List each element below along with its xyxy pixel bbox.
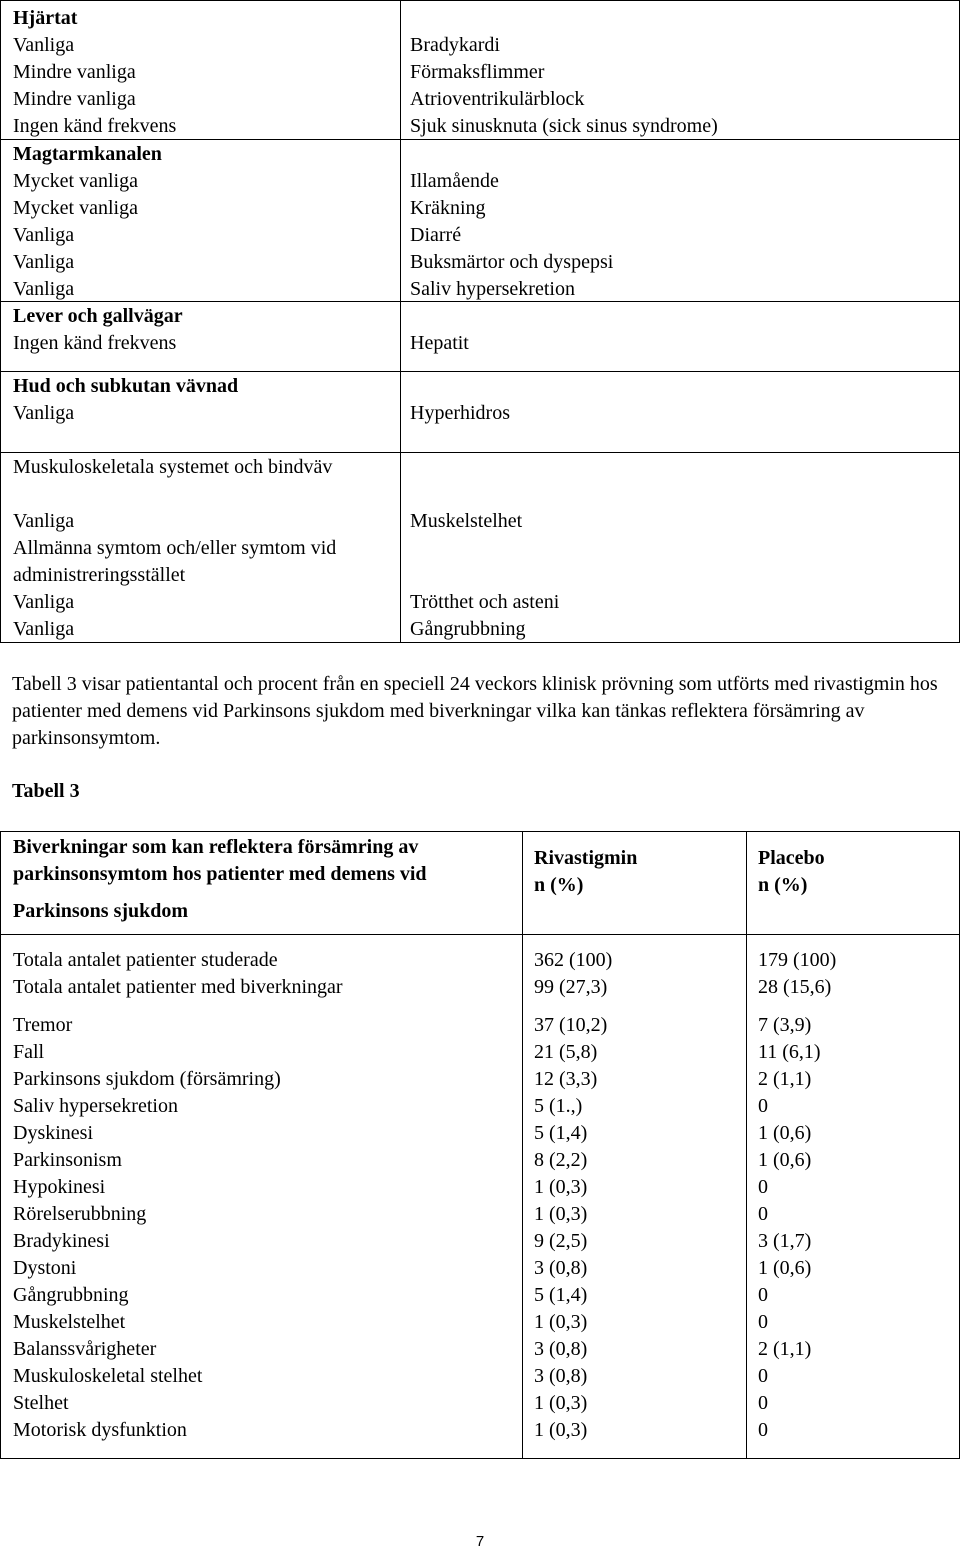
event-placebo-values — [758, 1012, 948, 1444]
reaction-label: Hepatit — [410, 332, 469, 354]
section-gi-reactions — [410, 168, 950, 357]
category-label: Lever och gallvägar — [13, 305, 183, 327]
frequency-label: Ingen känd frekvens — [13, 115, 177, 137]
section-musculoskeletal-frequencies — [13, 454, 393, 643]
frequency-label: Mindre vanliga — [13, 61, 136, 83]
totals-rivastigmin — [534, 947, 744, 1001]
table-row-label: Motorisk dysfunktion — [13, 1419, 187, 1441]
section-musculoskeletal-reactions — [410, 508, 950, 643]
table-cell: 21 (5,8) — [534, 1041, 598, 1063]
table-row-label: Muskuloskeletal stelhet — [13, 1365, 203, 1387]
table-cell: 5 (1,4) — [534, 1284, 588, 1306]
table-cell: 1 (0,3) — [534, 1176, 588, 1198]
header-text: Placebo — [758, 847, 825, 869]
table-row-label: Muskelstelhet — [13, 1311, 126, 1333]
reaction-label: Diarré — [410, 224, 462, 246]
table-cell: 1 (0,3) — [534, 1311, 588, 1333]
category-label: Hjärtat — [13, 7, 78, 29]
table-cell: 5 (1,4) — [534, 1122, 588, 1144]
table-cell: 0 — [758, 1365, 768, 1387]
frequency-label: Vanliga — [13, 224, 75, 246]
adverse-reactions-table — [0, 0, 960, 643]
column-divider — [746, 832, 747, 1458]
header-description — [13, 834, 513, 925]
table-cell: 12 (3,3) — [534, 1068, 598, 1090]
table-cell: 2 (1,1) — [758, 1068, 812, 1090]
table-row-label: Stelhet — [13, 1392, 69, 1414]
frequency-label: Vanliga — [13, 510, 75, 532]
table-title: Tabell 3 — [12, 780, 80, 802]
header-placebo — [758, 845, 948, 899]
header-text: parkinsonsymtom hos patienter med demens vid — [13, 863, 427, 885]
table-row-label: Dyskinesi — [13, 1122, 93, 1144]
totals-labels — [13, 947, 513, 1001]
table-cell: 362 (100) — [534, 949, 613, 971]
table-row-label: Tremor — [13, 1014, 73, 1036]
header-text: Parkinsons sjukdom — [13, 900, 189, 922]
frequency-label: Vanliga — [13, 591, 75, 613]
table-cell: 2 (1,1) — [758, 1338, 812, 1360]
reaction-label: Gångrubbning — [410, 618, 526, 640]
table-cell: 0 — [758, 1203, 768, 1225]
table-cell: 1 (0,6) — [758, 1149, 812, 1171]
table-cell: 11 (6,1) — [758, 1041, 821, 1063]
reaction-label: Atrioventrikulärblock — [410, 88, 585, 110]
intro-paragraph: Tabell 3 visar patientantal och procent från en speciell 24 veckors klinisk prövning som utförts med rivastigmin hos patienter med demens vid Parkinsons sjukdom med biverkningar vilka kan tänkas reflektera försämring av parkinsonsymtom. — [12, 673, 938, 749]
table-cell: 3 (0,8) — [534, 1365, 588, 1387]
table-cell: 1 (0,6) — [758, 1257, 812, 1279]
totals-placebo — [758, 947, 948, 1001]
table-cell: 5 (1.,) — [534, 1095, 583, 1117]
frequency-label: Vanliga — [13, 34, 75, 56]
table-cell: 1 (0,3) — [534, 1392, 588, 1414]
row-divider — [1, 452, 959, 453]
category-label: Hud och subkutan vävnad — [13, 375, 239, 397]
reaction-label: Hyperhidros — [410, 402, 510, 424]
reaction-label: Kräkning — [410, 197, 486, 219]
table-cell: 8 (2,2) — [534, 1149, 588, 1171]
table-cell: 0 — [758, 1095, 768, 1117]
row-divider — [1, 934, 959, 935]
table-row-label: Rörelserubbning — [13, 1203, 147, 1225]
frequency-label: Mindre vanliga — [13, 88, 136, 110]
section-skin-frequencies — [13, 373, 393, 427]
table-cell: 37 (10,2) — [534, 1014, 608, 1036]
category-label: Allmänna symtom och/eller symtom vid administreringsstället — [13, 537, 337, 586]
table-cell: 7 (3,9) — [758, 1014, 812, 1036]
table-row-label: Parkinsonism — [13, 1149, 122, 1171]
section-skin-reactions — [410, 400, 950, 427]
table-cell: 1 (0,3) — [534, 1419, 588, 1441]
table-row-label: Totala antalet patienter med biverkningar — [13, 976, 343, 998]
header-text: n (%) — [534, 874, 584, 896]
table-row-label: Hypokinesi — [13, 1176, 106, 1198]
category-label: Muskuloskeletala systemet och bindväv — [13, 456, 333, 478]
table-cell: 179 (100) — [758, 949, 837, 971]
row-divider — [1, 371, 959, 372]
reaction-label: Saliv hypersekretion — [410, 278, 575, 300]
table-cell: 3 (1,7) — [758, 1230, 812, 1252]
table-row-label: Fall — [13, 1041, 45, 1063]
header-text: n (%) — [758, 874, 808, 896]
reaction-label: Trötthet och asteni — [410, 591, 560, 613]
section-gi-frequencies — [13, 141, 393, 357]
column-divider — [522, 832, 523, 1458]
event-rivastigmin-values — [534, 1012, 744, 1444]
section-heart-reactions — [410, 32, 950, 140]
page-number: 7 — [475, 1533, 485, 1550]
table-cell: 0 — [758, 1419, 768, 1441]
table-cell: 1 (0,3) — [534, 1203, 588, 1225]
frequency-label: Vanliga — [13, 278, 75, 300]
column-divider — [400, 1, 401, 642]
reaction-label: Förmaksflimmer — [410, 61, 545, 83]
section-heart-frequencies — [13, 5, 393, 140]
table-cell: 0 — [758, 1176, 768, 1198]
category-label: Magtarmkanalen — [13, 143, 162, 165]
table-row-label: Saliv hypersekretion — [13, 1095, 178, 1117]
frequency-label: Ingen känd frekvens — [13, 332, 177, 354]
table-cell: 28 (15,6) — [758, 976, 832, 998]
frequency-label: Vanliga — [13, 402, 75, 424]
table-cell: 3 (0,8) — [534, 1257, 588, 1279]
table-row-label: Totala antalet patienter studerade — [13, 949, 278, 971]
table-cell: 99 (27,3) — [534, 976, 608, 998]
reaction-label: Illamående — [410, 170, 499, 192]
table-row-label: Dystoni — [13, 1257, 77, 1279]
table-cell: 0 — [758, 1311, 768, 1333]
frequency-label: Mycket vanliga — [13, 197, 138, 219]
reaction-label: Buksmärtor och dyspepsi — [410, 251, 614, 273]
table-row-label: Gångrubbning — [13, 1284, 129, 1306]
table-cell: 3 (0,8) — [534, 1338, 588, 1360]
table-row-label: Parkinsons sjukdom (försämring) — [13, 1068, 281, 1090]
table-cell: 0 — [758, 1284, 768, 1306]
table-row-label: Balanssvårigheter — [13, 1338, 157, 1360]
frequency-label: Vanliga — [13, 251, 75, 273]
header-text: Biverkningar som kan reflektera försämring av — [13, 836, 419, 858]
header-rivastigmin — [534, 845, 744, 899]
frequency-label: Mycket vanliga — [13, 170, 138, 192]
table-cell: 0 — [758, 1392, 768, 1414]
table-cell: 9 (2,5) — [534, 1230, 588, 1252]
table-row-label: Bradykinesi — [13, 1230, 110, 1252]
header-text: Rivastigmin — [534, 847, 638, 869]
reaction-label: Muskelstelhet — [410, 510, 523, 532]
frequency-label: Vanliga — [13, 618, 75, 640]
reaction-label: Sjuk sinusknuta (sick sinus syndrome) — [410, 115, 718, 137]
parkinson-adverse-events-table — [0, 831, 960, 1459]
event-labels — [13, 1012, 513, 1444]
reaction-label: Bradykardi — [410, 34, 500, 56]
table-cell: 1 (0,6) — [758, 1122, 812, 1144]
